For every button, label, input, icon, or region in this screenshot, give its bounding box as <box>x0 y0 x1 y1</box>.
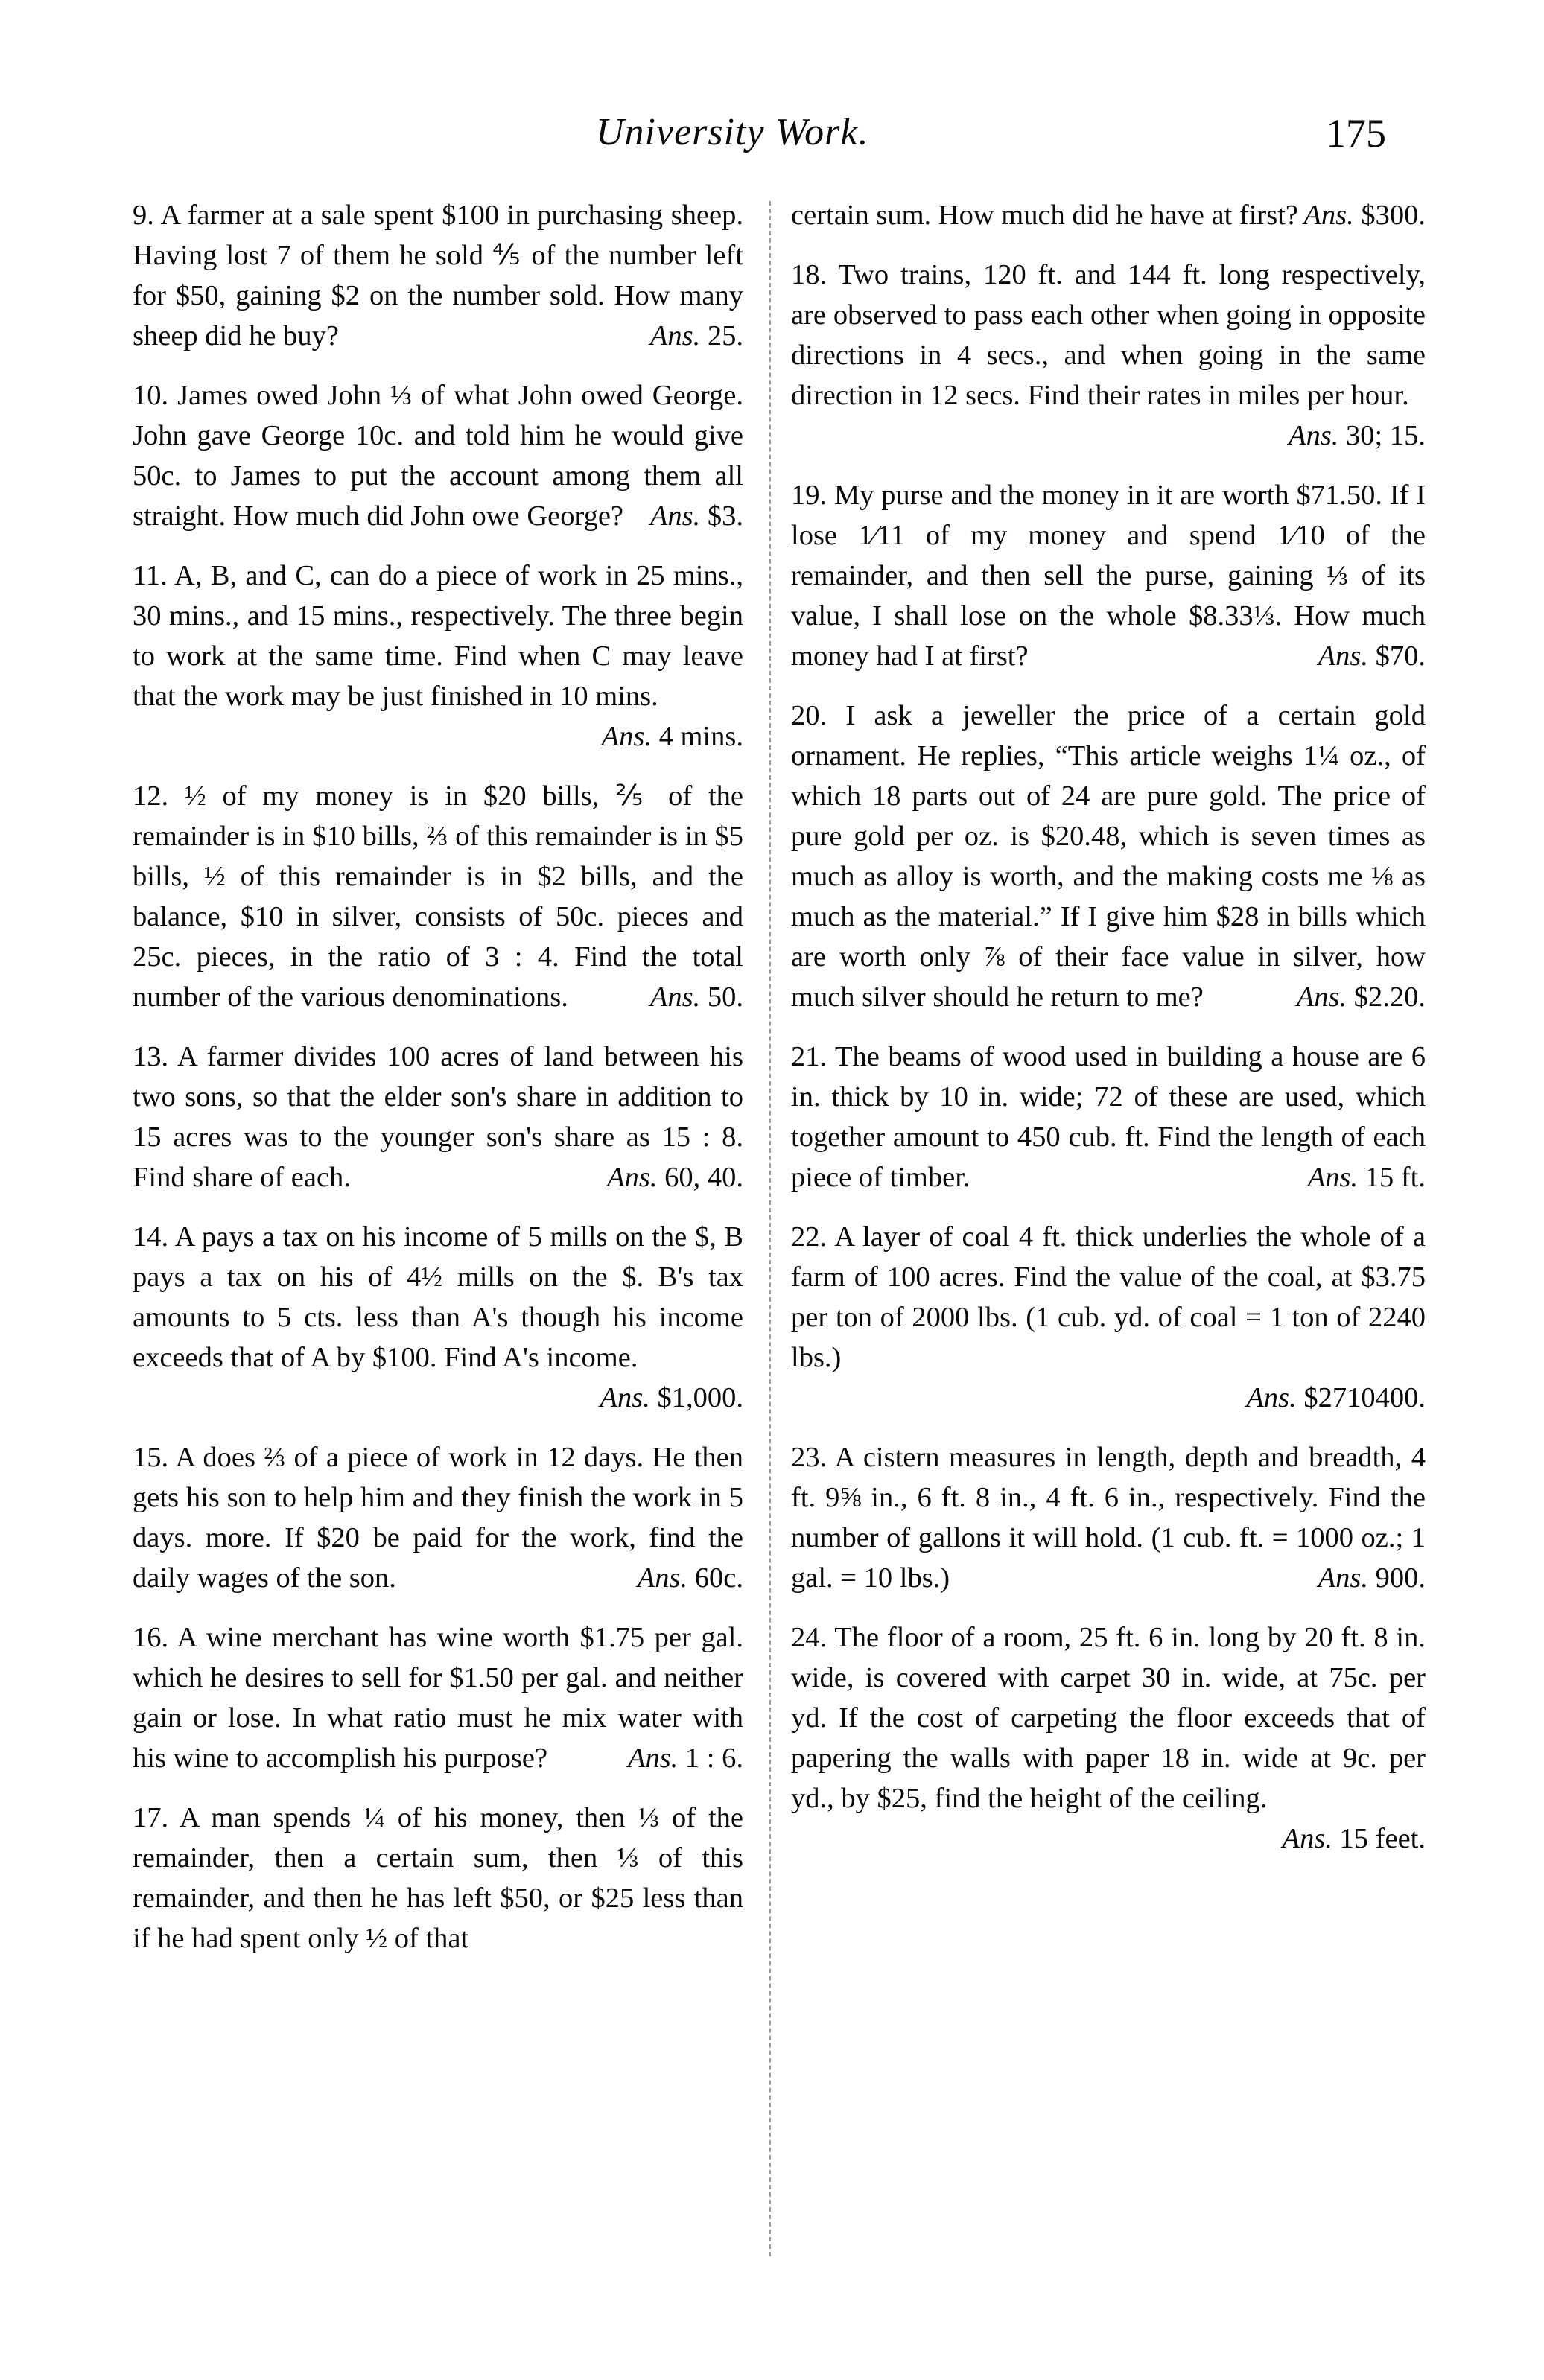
answer: Ans. $2710400. <box>1246 1382 1426 1413</box>
problem-text: 11. A, B, and C, can do a piece of work in 25 mins., 30 mins., and 15 mins., respectively. The three begin to work at the same time. Find when C may leave that the work may be just finished in 10 mins. <box>133 560 743 712</box>
problem-text: 22. A layer of coal 4 ft. thick underlies the whole of a farm of 100 acres. Find the value of the coal, at $3.75 per ton of 2000 lbs. (1 cub. yd. of coal = 1 ton of 2240 lbs.) <box>791 1221 1426 1373</box>
problem-text: 9. A farmer at a sale spent $100 in purchasing sheep. Having lost 7 of them he sold ⅘ of the number left for $50, gaining $2 on the number sold. How many sheep did he buy? <box>133 200 743 351</box>
problem-17-continued <box>791 195 1426 235</box>
problem-text: 14. A pays a tax on his income of 5 mills on the $, B pays a tax on his of 4½ mills on the $. B's tax amounts to 5 cts. less than A's though his income exceeds that of A by $100. Find A's income. <box>133 1221 743 1373</box>
problem-13 <box>133 1037 743 1197</box>
problem-text: 21. The beams of wood used in building a house are 6 in. thick by 10 in. wide; 72 of these are used, which together amount to 450 cub. ft. Find the length of each piece of timber. <box>791 1041 1426 1193</box>
problem-16 <box>133 1617 743 1778</box>
problem-9 <box>133 195 743 356</box>
problem-15 <box>133 1437 743 1598</box>
problem-11 <box>133 556 743 757</box>
answer: Ans. 60, 40. <box>607 1162 743 1193</box>
running-title: University Work. <box>596 111 869 153</box>
answer: Ans. 15 ft. <box>1307 1162 1426 1193</box>
problem-text: 19. My purse and the money in it are worth $71.50. If I lose 1⁄11 of my money and spend 1⁄10 of the remainder, and then sell the purse, gaining ⅓ of its value, I shall lose on the whole $8.33⅓. How much money had I at first? <box>791 480 1426 672</box>
page-header <box>0 110 1544 170</box>
problem-14 <box>133 1217 743 1418</box>
problem-12 <box>133 776 743 1017</box>
answer: Ans. 15 feet. <box>1282 1823 1426 1854</box>
problem-18 <box>791 255 1426 456</box>
page-number: 175 <box>1326 111 1386 156</box>
problem-23 <box>791 1437 1426 1598</box>
problem-17 <box>133 1798 743 1959</box>
problem-24 <box>791 1617 1426 1859</box>
problem-20 <box>791 696 1426 1017</box>
answer: Ans. $70. <box>1318 640 1426 672</box>
problem-text: 17. A man spends ¼ of his money, then ⅓ of the remainder, then a certain sum, then ⅓ of this remainder, and then he has left $50, or $25 less than if he had spent only ½ of that <box>133 1802 743 1954</box>
answer: Ans. $3. <box>649 500 743 532</box>
answer: Ans. $2.20. <box>1296 981 1426 1013</box>
problem-text: 15. A does ⅔ of a piece of work in 12 days. He then gets his son to help him and they finish the work in 5 days. more. If $20 be paid for the work, find the daily wages of the son. <box>133 1442 743 1594</box>
answer: Ans. 4 mins. <box>601 721 743 752</box>
problem-10 <box>133 375 743 536</box>
answer: Ans. 900. <box>1318 1562 1426 1594</box>
problem-text: 20. I ask a jeweller the price of a certain gold ornament. He replies, “This article weighs 1¼ oz., of which 18 parts out of 24 are pure gold. The price of pure gold per oz. is $20.48, which is seven times as much as alloy is worth, and the making costs me ⅛ as much as the material.” If I give him $28 in bills which are worth only ⅞ of their face value in silver, how much silver should he return to me? <box>791 700 1426 1013</box>
problem-text: certain sum. How much did he have at first? <box>791 200 1299 231</box>
answer: Ans. 50. <box>649 981 743 1013</box>
answer: Ans. 30; 15. <box>1289 420 1426 451</box>
right-column <box>791 195 1426 1878</box>
problem-text: 16. A wine merchant has wine worth $1.75 per gal. which he desires to sell for $1.50 per gal. and neither gain or lose. In what ratio must he mix water with his wine to accomplish his purpose? <box>133 1622 743 1774</box>
problem-text: 10. James owed John ⅓ of what John owed George. John gave George 10c. and told him he would give 50c. to James to put the account among them all straight. How much did John owe George? <box>133 380 743 532</box>
problem-text: 23. A cistern measures in length, depth and breadth, 4 ft. 9⅝ in., 6 ft. 8 in., 4 ft. 6 in., respectively. Find the number of gallons it will hold. (1 cub. ft. = 1000 oz.; 1 gal. = 10 lbs.) <box>791 1442 1426 1594</box>
column-divider <box>769 201 771 2256</box>
answer: Ans. 60c. <box>637 1562 743 1594</box>
problem-text: 24. The floor of a room, 25 ft. 6 in. long by 20 ft. 8 in. wide, is covered with carpet 30 in. wide, at 75c. per yd. If the cost of carpeting the floor exceeds that of papering the walls with paper 18 in. wide at 9c. per yd., by $25, find the height of the ceiling. <box>791 1622 1426 1814</box>
problem-22 <box>791 1217 1426 1418</box>
answer: Ans. $1,000. <box>600 1382 743 1413</box>
problem-19 <box>791 475 1426 676</box>
answer: Ans. 1 : 6. <box>627 1743 743 1774</box>
problem-text: 18. Two trains, 120 ft. and 144 ft. long respectively, are observed to pass each other when going in opposite directions in 4 secs., and when going in the same direction in 12 secs. Find their rates in miles per hour. <box>791 259 1426 411</box>
problem-21 <box>791 1037 1426 1197</box>
answer: Ans. 25. <box>649 320 743 351</box>
answer: Ans. $300. <box>1303 200 1426 231</box>
problem-text: 13. A farmer divides 100 acres of land between his two sons, so that the elder son's share in addition to 15 acres was to the younger son's share as 15 : 8. Find share of each. <box>133 1041 743 1193</box>
problem-text: 12. ½ of my money is in $20 bills, ⅖ of the remainder is in $10 bills, ⅔ of this remainder is in $5 bills, ½ of this remainder is in $2 bills, and the balance, $10 in silver, consists of 50c. pieces and 25c. pieces, in the ratio of 3 : 4. Find the total number of the various denominations. <box>133 780 743 1013</box>
left-column <box>133 195 743 1978</box>
